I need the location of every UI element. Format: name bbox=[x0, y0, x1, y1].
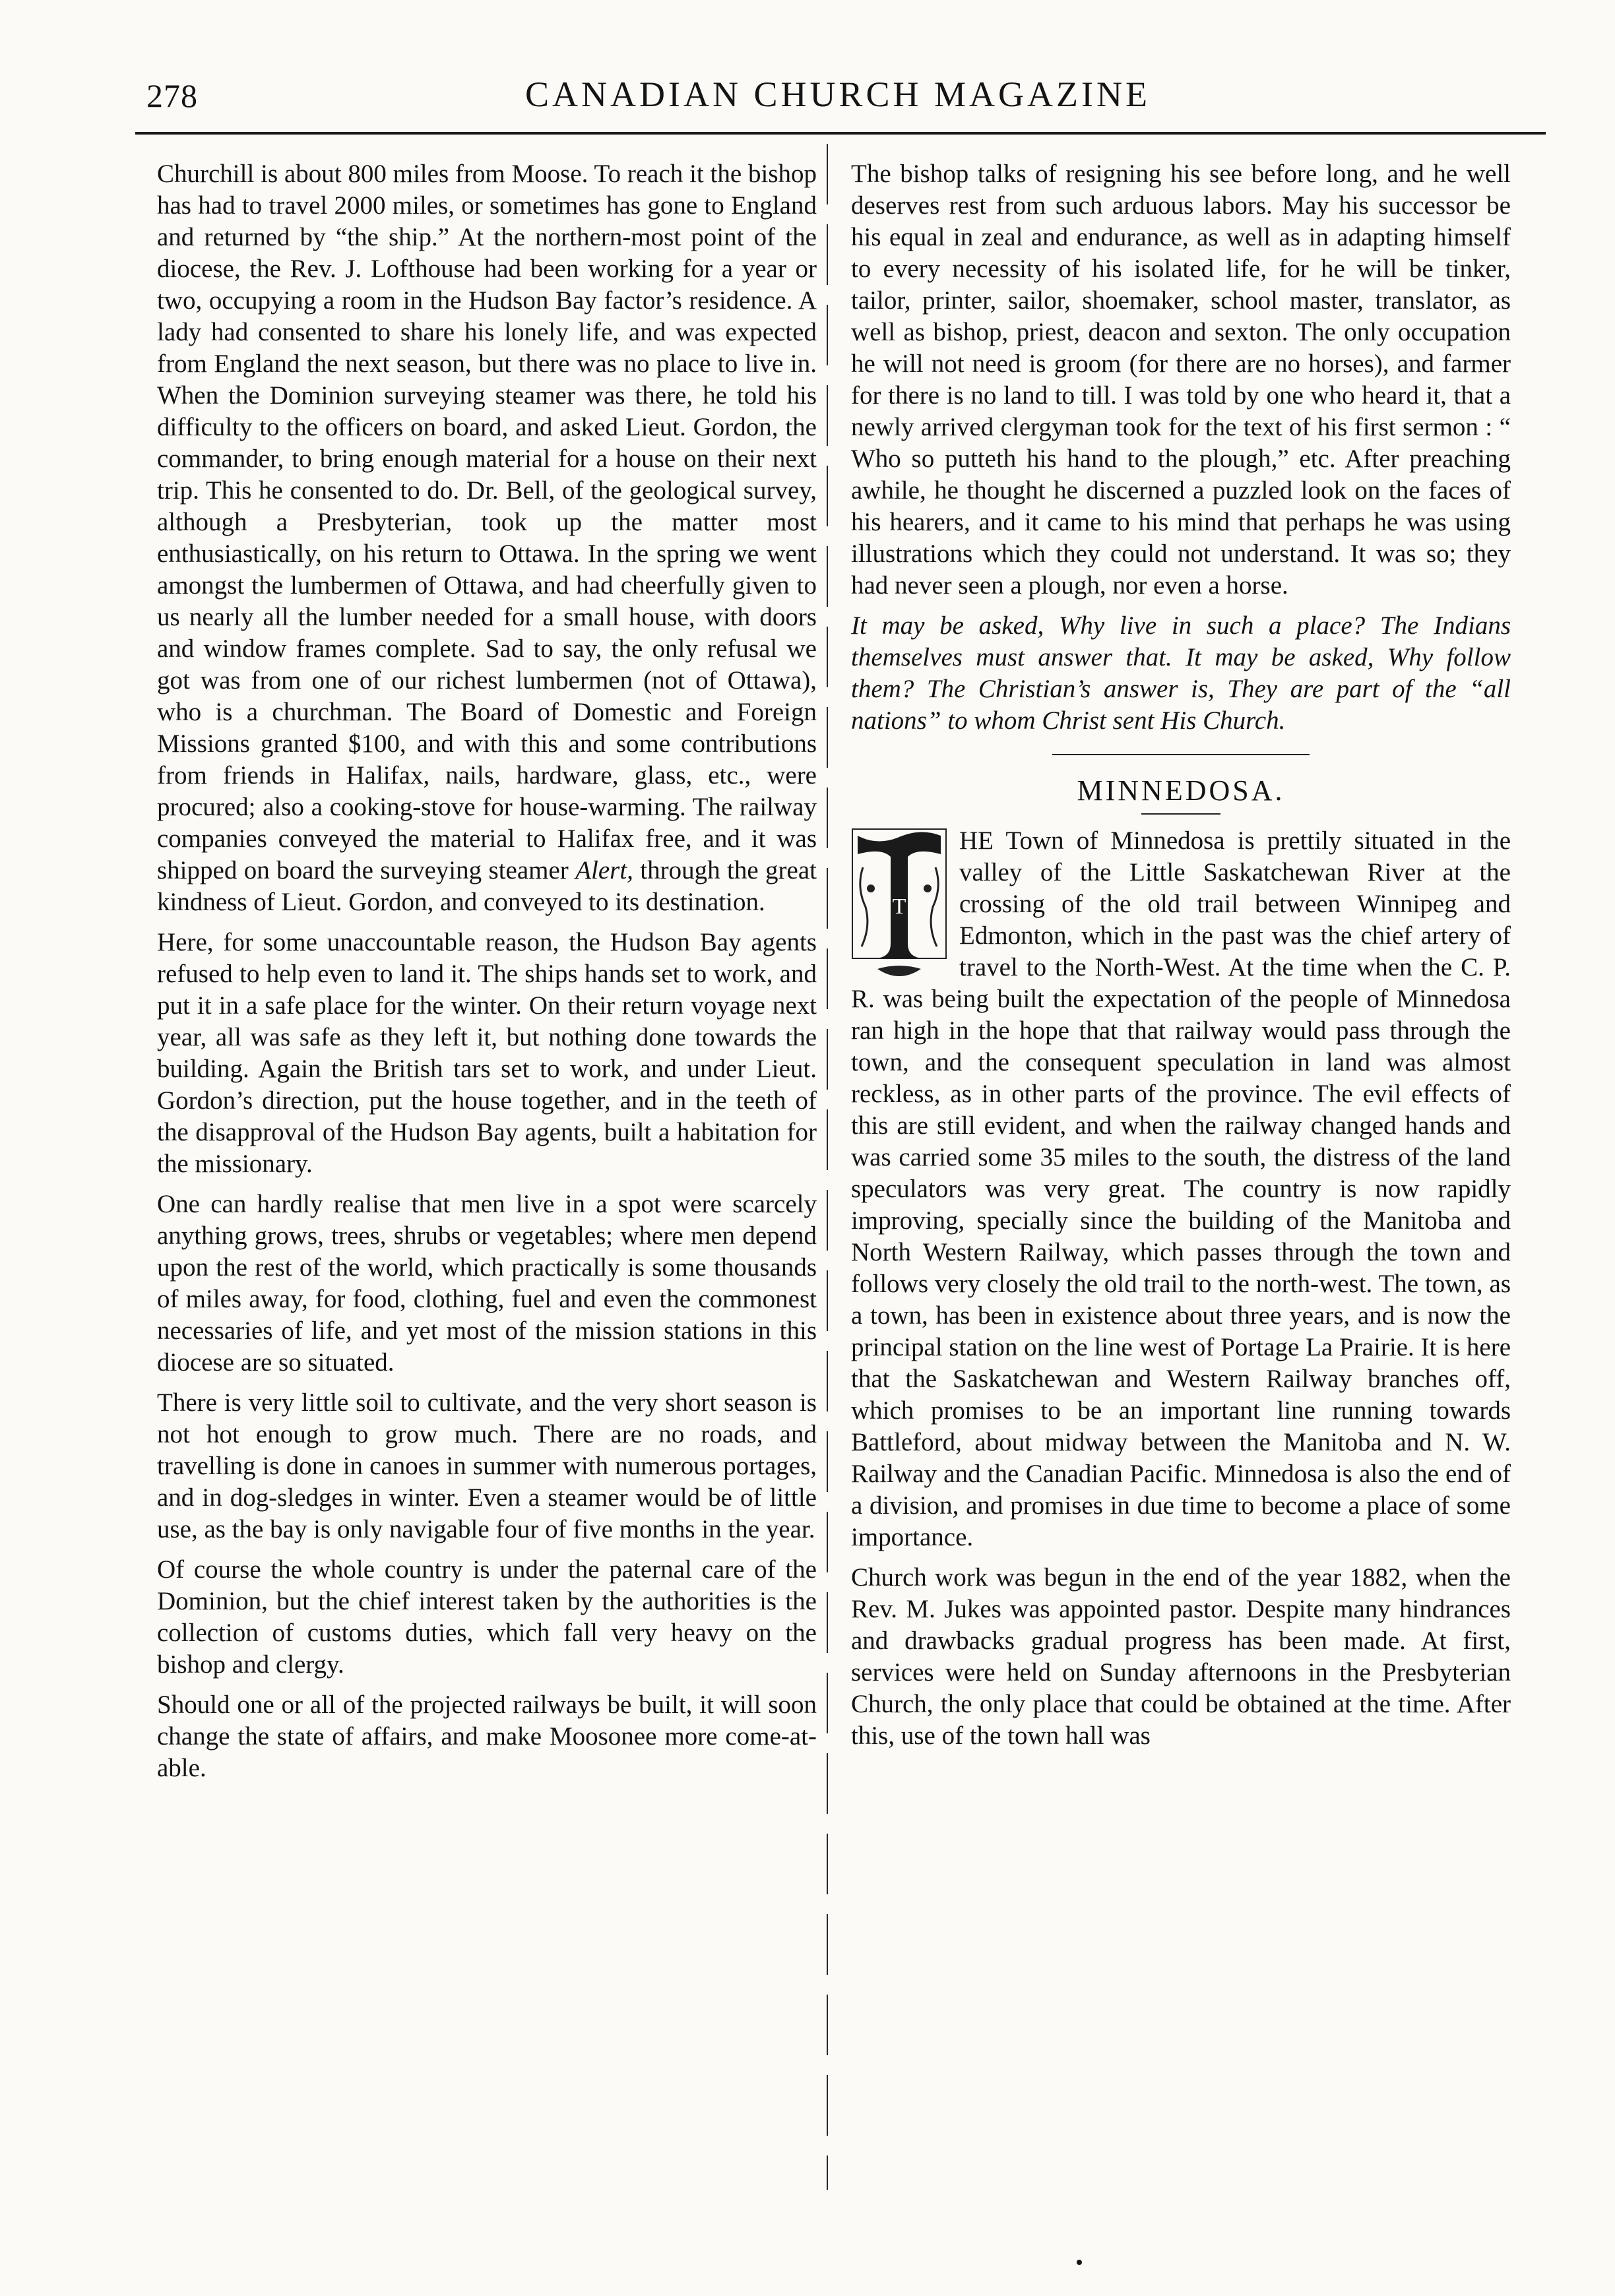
section-heading: MINNEDOSA. bbox=[1077, 774, 1285, 807]
article-paragraph: There is very little soil to cultivate, and the very short season is not hot enough to grow much. There are no roads, and travelling is done in canoes in summer with numerous portages, and in dog-sledges in winter. Even a steamer would be of little use, as the bay is only navigable four of five months in the year. bbox=[157, 1388, 817, 1543]
article-paragraph bbox=[157, 158, 817, 918]
ornamental-drop-cap bbox=[851, 828, 947, 983]
ship-name: Alert, bbox=[575, 856, 633, 884]
italic-text: It may be asked, Why live in such a place? The Indians themselves must answer that. It may be asked, Why follow them? The Christian’s answer is, They are part of the “all nations” to whom Christ sent His Church. bbox=[851, 611, 1511, 735]
drop-cap-letter: T bbox=[892, 894, 906, 919]
column-divider bbox=[827, 144, 828, 2190]
page-number: 278 bbox=[146, 77, 198, 114]
page-header bbox=[146, 74, 1529, 125]
article-paragraph-italic bbox=[851, 610, 1511, 737]
running-title: CANADIAN CHURCH MAGAZINE bbox=[525, 75, 1151, 114]
article-paragraph bbox=[851, 825, 1511, 1553]
article-paragraph: One can hardly realise that men live in a spot were scarcely anything grows, trees, shrubs or vegetables; where men depend upon the rest of the world, which practically is some thousands of miles away, for food, clothing, fuel and even the commonest necessaries of life, and yet most of the mission stations in this diocese are so situated. bbox=[157, 1190, 817, 1377]
paragraph-text: Churchill is about 800 miles from Moose. To reach it the bishop has had to travel 2000 miles, or sometimes has gone to England and returned by “the ship.” At the northern-most point of the diocese, the Rev. J. Lofthouse had been working for a year or two, occupying a room in the Hudson Bay factor’s residence. A lady had consented to share his lonely life, and was expected from England the next season, but there was no place to live in. When the Dominion surveying steamer was there, he told his difficulty to the officers on board, and asked Lieut. Gordon, the commander, to bring enough material for a house on their next trip. This he consented to do. Dr. Bell, of the geological survey, although a Presbyterian, took up the matter most enthusiastically, on his return to Ottawa. In the spring we went amongst the lumbermen of Ottawa, and had cheerfully given to us nearly all the lumber needed for a small house, with doors and window frames complete. Sad to say, the only refusal we got was from one of our richest lumbermen (not of Ottawa), who is a churchman. The Board of Domestic and Foreign Missions granted $100, and with this and some contributions from friends in Halifax, nails, hardware, glass, etc., were procured; also a cooking-stove for house-warming. The railway companies conveyed the material to Halifax free, and it was shipped on board the surveying steamer bbox=[157, 160, 817, 884]
left-column bbox=[157, 158, 817, 1793]
article-paragraph: Of course the whole country is under the paternal care of the Dominion, but the chief interest taken by the authorities is the collection of customs duties, which fall very heavy on the bishop and clergy. bbox=[157, 1555, 817, 1679]
right-column bbox=[851, 158, 1511, 1760]
section-divider bbox=[1052, 754, 1310, 755]
article-paragraph: Church work was begun in the end of the year 1882, when the Rev. M. Jukes was appointed pastor. Despite many hindrances and drawbacks gradual progress has been made. At first, services were held on Sunday afternoons in the Presbyterian Church, the only place that could be obtained at the time. After this, use of the town hall was bbox=[851, 1563, 1511, 1750]
article-paragraph: Here, for some unaccountable reason, the Hudson Bay agents refused to help even to land it. The ships hands set to work, and put it in a safe place for the winter. On their return voyage next year, all was safe as they left it, but nothing done towards the building. Again the British tars set to work, and under Lieut. Gordon’s direction, put the house together, and in the teeth of the disapproval of the Hudson Bay agents, built a habitation for the missionary. bbox=[157, 928, 817, 1178]
paragraph-text-tail: through the great kindness of Lieut. Gordon, and conveyed to its destination. bbox=[157, 856, 817, 916]
article-paragraph: The bishop talks of resigning his see before long, and he well deserves rest from such arduous labors. May his successor be his equal in zeal and endurance, as well as in adapting himself to every necessity of his isolated life, for he will be tinker, tailor, printer, sailor, shoemaker, school master, translator, as well as bishop, priest, deacon and sexton. The only occupation he will not need is groom (for there are no horses), and farmer for there is no land to till. I was told by one who heard it, that a newly arrived clergyman took for the text of his first sermon : “ Who so putteth his hand to the plough,” etc. After preaching awhile, he thought he discerned a puzzled look on the faces of his hearers, and it came to his mind that perhaps he was using illustrations which they could not understand. It was so; they had never seen a plough, nor even a horse. bbox=[851, 160, 1511, 600]
printer-mark: • bbox=[1075, 2250, 1083, 2275]
header-rule bbox=[135, 132, 1546, 135]
heading-rule bbox=[1141, 813, 1220, 815]
article-paragraph: Should one or all of the projected railways be built, it will soon change the state of affairs, and make Moosonee more come-at-able. bbox=[157, 1691, 817, 1782]
paragraph-text: HE Town of Minnedosa is prettily situated in the valley of the Little Saskatchewan River at the crossing of the old trail between Winnipeg and Edmonton, which in the past was the chief artery of travel to the North-West. At the time when the C. P. R. was being built the expectation of the people of Minnedosa ran high in the hope that that railway would pass through the town, and the consequent speculation in land was almost reckless, as in other parts of the province. The evil effects of this are still evident, and when the railway changed hands and was carried some 35 miles to the south, the distress of the land speculators was very great. The country is now rapidly improving, specially since the building of the Manitoba and North Western Railway, which passes through the town and follows very closely the old trail to the north-west. The town, as a town, has been in existence about three years, and is now the principal station on the line west of Portage La Prairie. It is here that the Saskatchewan and Western Railway branches off, which promises to be an important line running towards Battleford, about midway between the Manitoba and N. W. Railway and the Canadian Pacific. Minnedosa is also the end of a division, and promises in due time to become a place of some importance. bbox=[851, 826, 1511, 1551]
